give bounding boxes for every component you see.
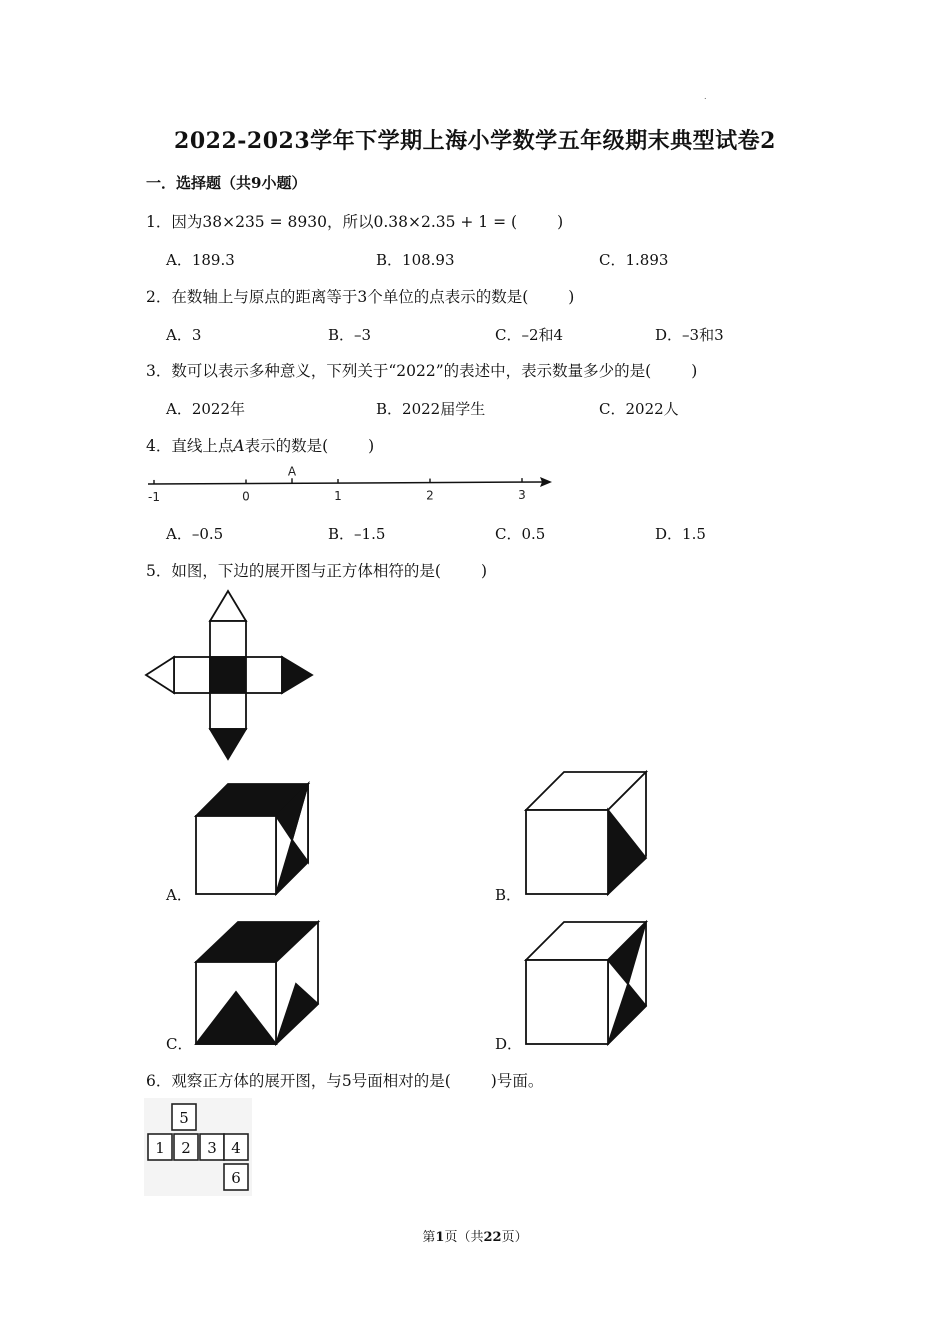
- section-heading: 一．选择题（共9小题）: [146, 174, 307, 192]
- footer-total-pages: 22: [483, 1230, 502, 1245]
- q2-option-c[interactable]: C．–2和4: [495, 326, 564, 344]
- net-right-triangle: [282, 657, 312, 693]
- question-6: 6．观察正方体的展开图，与5号面相对的是( )号面。: [146, 1072, 544, 1090]
- net-face-top: [210, 621, 246, 657]
- number-line-tick-label: 0: [242, 489, 250, 504]
- q2-option-d[interactable]: D．–3和3: [655, 326, 724, 344]
- net-label-4: 4: [231, 1139, 241, 1157]
- q3-option-c[interactable]: C．2022人: [599, 400, 679, 418]
- question-5: 5．如图，下边的展开图与正方体相符的是( ): [146, 562, 487, 580]
- number-line-tick-label: -1: [148, 489, 160, 504]
- net-left-triangle: [146, 657, 174, 693]
- net-label-2: 2: [181, 1139, 191, 1157]
- number-line-figure: [144, 462, 564, 510]
- net-bottom-triangle: [210, 729, 246, 759]
- net-face-center: [210, 657, 246, 693]
- number-line-tick-label: 3: [518, 488, 526, 503]
- cube-b-front: [526, 810, 608, 894]
- number-line-tick-label: 2: [426, 488, 434, 503]
- q5-option-d[interactable]: D．: [495, 1035, 523, 1053]
- q4-option-c[interactable]: C．0.5: [495, 525, 546, 543]
- question-2: 2．在数轴上与原点的距离等于3个单位的点表示的数是( ): [146, 288, 575, 306]
- q4-option-b[interactable]: B．–1.5: [328, 525, 386, 543]
- cube-net-figure: [140, 585, 320, 765]
- q2-option-a[interactable]: A．3: [166, 326, 202, 344]
- question-3: 3．数可以表示多种意义，下列关于“2022”的表述中，表示数量多少的是( ): [146, 362, 698, 380]
- net-face-right: [246, 657, 282, 693]
- net-label-5: 5: [179, 1109, 189, 1127]
- q3-option-a[interactable]: A．2022年: [166, 400, 246, 418]
- number-line-tick-label: 1: [334, 489, 342, 504]
- net-top-triangle: [210, 591, 246, 621]
- number-line-axis: [148, 482, 544, 484]
- q5-option-a[interactable]: A．: [166, 886, 192, 904]
- net-label-3: 3: [207, 1139, 217, 1157]
- page-title: 2022-2023学年下学期上海小学数学五年级期末典型试卷2: [174, 128, 776, 154]
- net-face-left: [174, 657, 210, 693]
- q3-option-b[interactable]: B．2022届学生: [376, 400, 486, 418]
- question-4: 4．直线上点A表示的数是( ): [146, 437, 375, 455]
- cube-d-front: [526, 960, 608, 1044]
- q4-option-d[interactable]: D．1.5: [655, 525, 706, 543]
- q1-option-b[interactable]: B．108.93: [376, 251, 455, 269]
- q1-option-c[interactable]: C．1.893: [599, 251, 669, 269]
- header-mark: .: [704, 92, 707, 101]
- cube-d-figure[interactable]: [520, 918, 650, 1053]
- cube-a-figure[interactable]: [190, 780, 320, 900]
- cube-b-figure[interactable]: [520, 768, 650, 898]
- q4-option-a[interactable]: A．–0.5: [166, 525, 224, 543]
- net-face-bottom: [210, 693, 246, 729]
- cube-a-front: [196, 816, 276, 894]
- q5-option-c[interactable]: C．: [166, 1035, 193, 1053]
- net-label-6: 6: [231, 1169, 241, 1187]
- net-label-1: 1: [155, 1139, 165, 1157]
- q2-option-b[interactable]: B．–3: [328, 326, 372, 344]
- number-line-point-a-label: A: [287, 464, 297, 479]
- question-1: 1．因为38×235 = 8930，所以0.38×2.35 + 1 = ( ): [146, 213, 564, 231]
- q1-option-a[interactable]: A．189.3: [166, 251, 235, 269]
- footer-page-number: 1: [435, 1230, 445, 1245]
- cube-c-figure[interactable]: [190, 918, 325, 1053]
- page-footer: 第1页（共22页）: [422, 1230, 528, 1245]
- q5-option-b[interactable]: B．: [495, 886, 522, 904]
- numbered-net-figure: [144, 1098, 252, 1196]
